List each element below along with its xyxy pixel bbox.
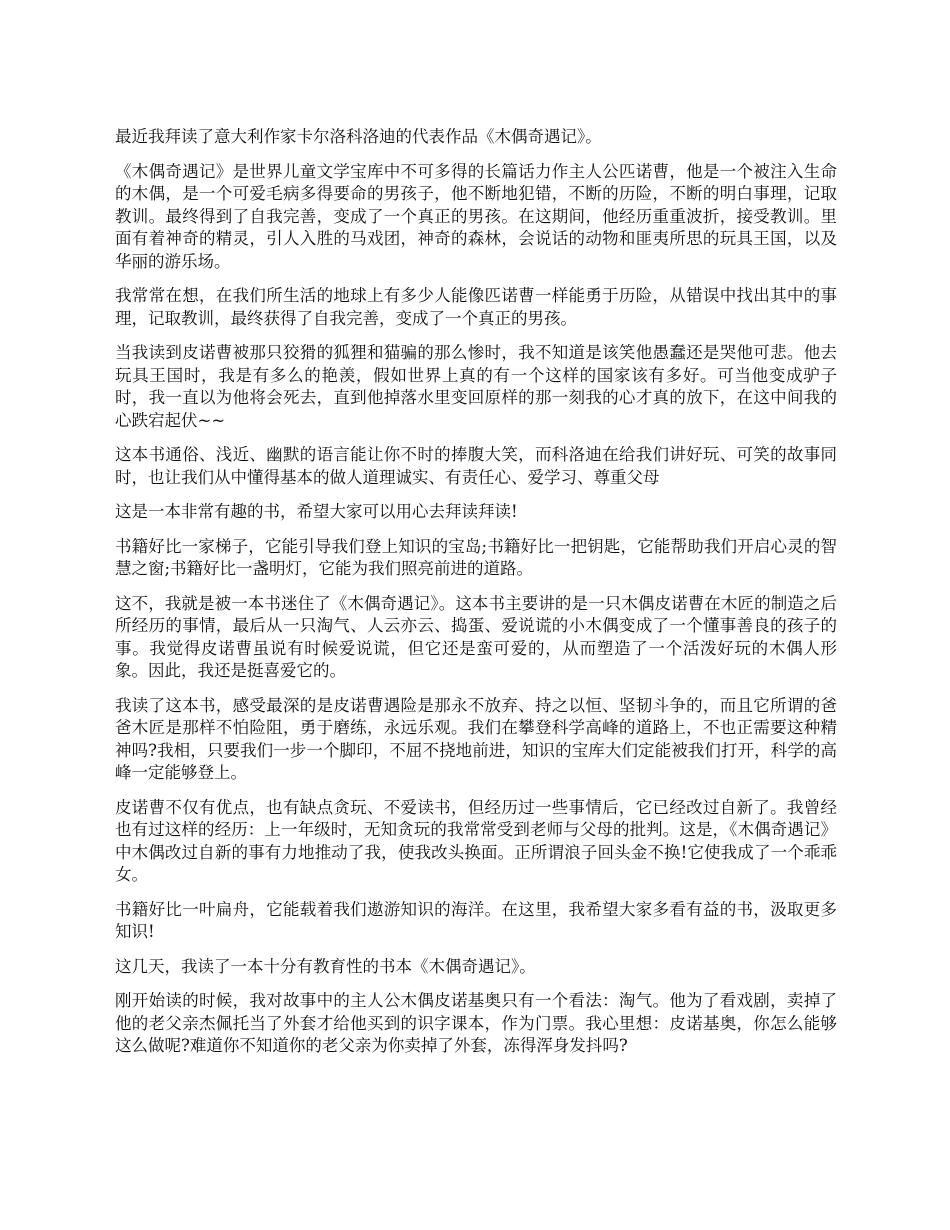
paragraph: 这本书通俗、浅近、幽默的语言能让你不时的捧腹大笑，而科洛迪在给我们讲好玩、可笑的故事同时，也让我们从中懂得基本的做人道理诚实、有责任心、爱学习、尊重父母 — [115, 445, 837, 487]
paragraph: 我常常在想，在我们所生活的地球上有多少人能像匹诺曹一样能勇于历险，从错误中找出其中的事理，记取教训，最终获得了自我完善，变成了一个真正的男孩。 — [115, 286, 837, 328]
document-body — [115, 126, 837, 1070]
paragraph: 《木偶奇遇记》是世界儿童文学宝库中不可多得的长篇话力作主人公匹诺曹，他是一个被注入生命的木偶，是一个可爱毛病多得要命的男孩子，他不断地犯错，不断的历险，不断的明白事理，记取教训。最终得到了自我完善，变成了一个真正的男孩。在这期间，他经历重重波折，接受教训。里面有着神奇的精灵，引人入胜的马戏团，神奇的森林，会说话的动物和匪夷所思的玩具王国，以及华丽的游乐场。 — [115, 161, 837, 271]
paragraph: 我读了这本书，感受最深的是皮诺曹遇险是那永不放弃、持之以恒、坚韧斗争的，而且它所谓的爸爸木匠是那样不怕险阻，勇于磨练，永远乐观。我们在攀登科学高峰的道路上，不也正需要这种精神吗?我相，只要我们一步一个脚印，不屈不挠地前进，知识的宝库大们定能被我们打开，科学的高峰一定能够登上。 — [115, 695, 837, 782]
paragraph: 当我读到皮诺曹被那只狡猾的狐狸和猫骗的那么惨时，我不知道是该笑他愚蠢还是哭他可悲。他去玩具王国时，我是有多么的艳羡，假如世界上真的有一个这样的国家该有多好。可当他变成驴子时，我一直以为他将会死去，直到他掉落水里变回原样的那一刻我的心才真的放下，在这中间我的心跌宕起伏~~ — [115, 343, 837, 430]
paragraph: 刚开始读的时候，我对故事中的主人公木偶皮诺基奥只有一个看法：淘气。他为了看戏剧，卖掉了他的老父亲杰佩托当了外套才给他买到的识字课本，作为门票。我心里想：皮诺基奥，你怎么能够这么做呢?难道你不知道你的老父亲为你卖掉了外套，冻得浑身发抖吗? — [115, 991, 837, 1055]
paragraph: 这不，我就是被一本书迷住了《木偶奇遇记》。这本书主要讲的是一只木偶皮诺曹在木匠的制造之后所经历的事情，最后从一只淘气、人云亦云、捣蛋、爱说谎的小木偶变成了一个懂事善良的孩子的事。我觉得皮诺曹虽说有时候爱说谎，但它还是蛮可爱的，从而塑造了一个活泼好玩的木偶人形象。因此，我还是挺喜爱它的。 — [115, 593, 837, 680]
paragraph: 皮诺曹不仅有优点，也有缺点贪玩、不爱读书，但经历过一些事情后，它已经改过自新了。我曾经也有过这样的经历：上一年级时，无知贪玩的我常常受到老师与父母的批判。这是，《木偶奇遇记》中木偶改过自新的事有力地推动了我，使我改头换面。正所谓浪子回头金不换!它使我成了一个乖乖女。 — [115, 797, 837, 884]
paragraph: 这是一本非常有趣的书，希望大家可以用心去拜读拜读! — [115, 502, 518, 521]
paragraph: 这几天，我读了一本十分有教育性的书本《木偶奇遇记》。 — [115, 956, 536, 976]
paragraph: 书籍好比一叶扁舟，它能载着我们遨游知识的海洋。在这里，我希望大家多看有益的书，汲取更多知识! — [115, 899, 837, 941]
paragraph: 最近我拜读了意大利作家卡尔洛科洛迪的代表作品《木偶奇遇记》。 — [115, 127, 602, 146]
paragraph: 书籍好比一家梯子，它能引导我们登上知识的宝岛;书籍好比一把钥匙，它能帮助我们开启心灵的智慧之窗;书籍好比一盏明灯，它能为我们照亮前进的道路。 — [115, 536, 837, 578]
